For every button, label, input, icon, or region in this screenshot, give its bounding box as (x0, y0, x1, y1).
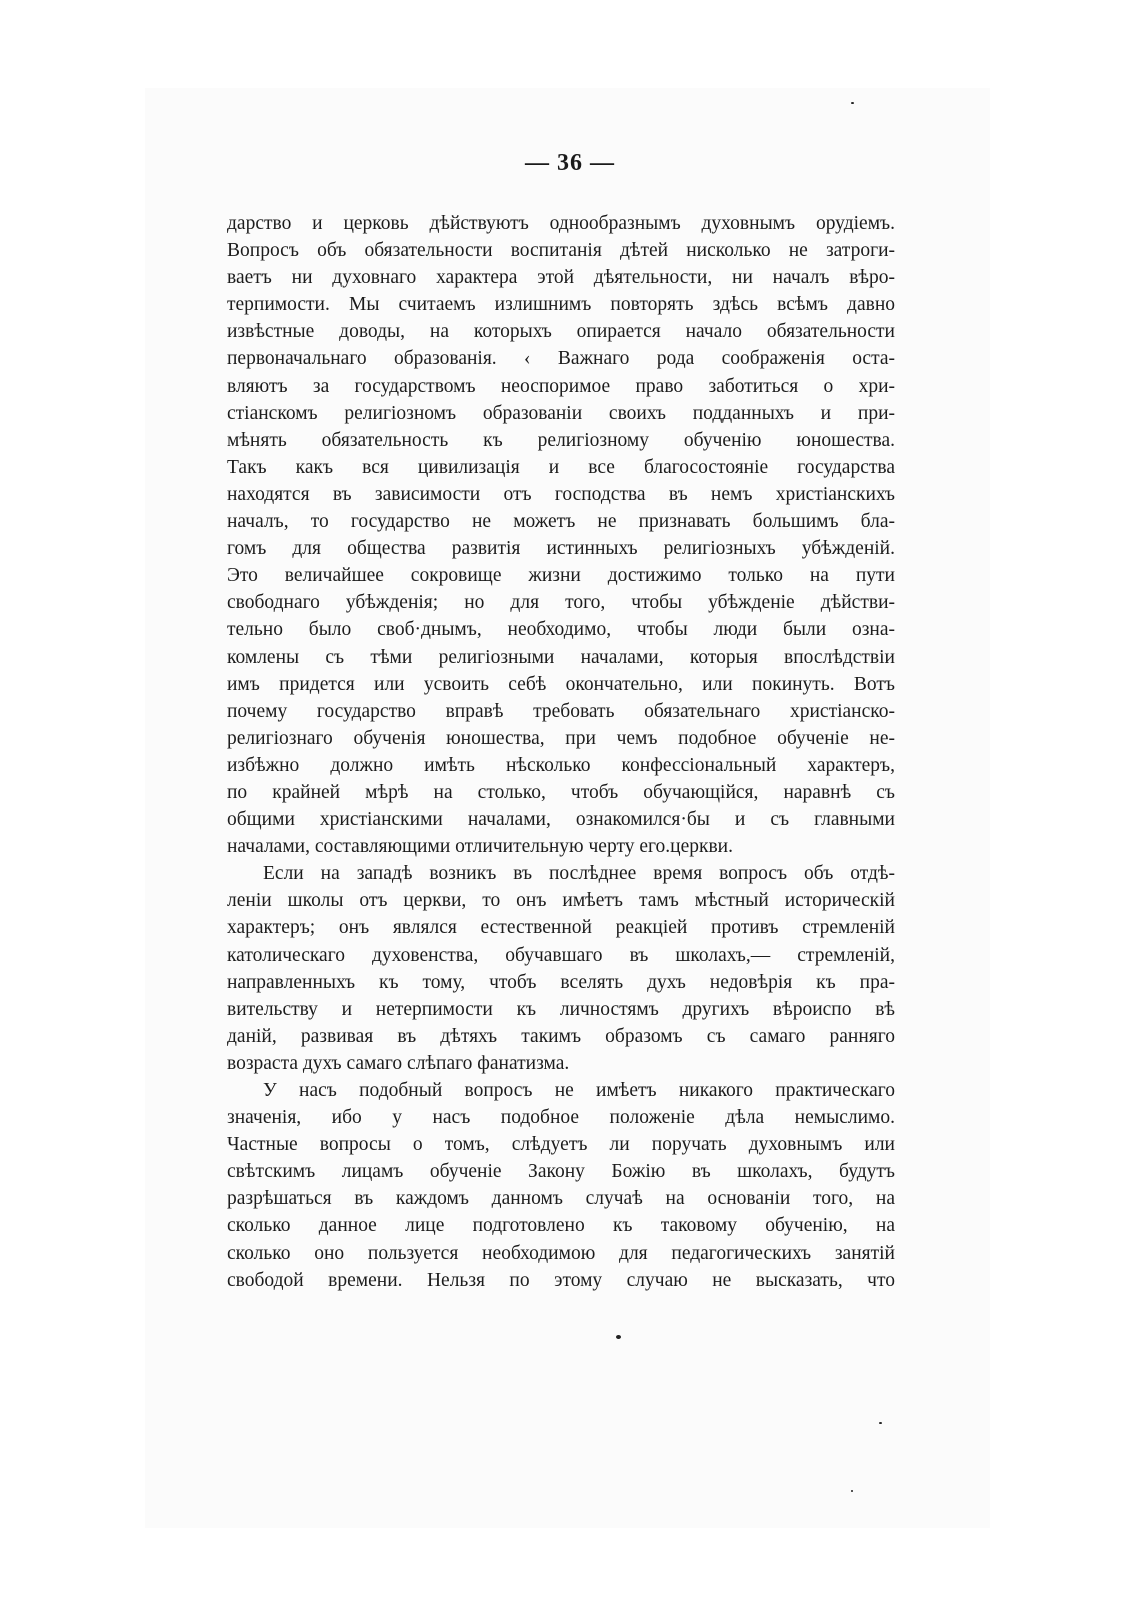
text-line: Если на западѣ возникъ въ послѣднее время вопросъ объ отдѣ- (263, 863, 895, 885)
text-line: по крайней мѣрѣ на столько, чтобъ обучающійся, наравнѣ съ (227, 781, 895, 803)
text-line: находятся въ зависимости отъ господства въ немъ христіанскихъ (227, 483, 895, 505)
text-line: дарство и церковь дѣйствуютъ однообразнымъ духовнымъ орудіемъ. (227, 213, 895, 234)
page-number: — 36 — (525, 150, 615, 176)
text-line: свѣтскимъ лицамъ обученіе Закону Божію въ школахъ, будутъ (227, 1161, 895, 1183)
text-line: возраста духъ самаго слѣпаго фанатизма. (227, 1052, 570, 1074)
text-line: свободнаго убѣжденія; но для того, чтобы убѣжденіе дѣйстви- (227, 592, 895, 614)
text-line: началами, составляющими отличительную черту его.церкви. (227, 836, 733, 858)
text-line: имъ придется или усвоить себѣ окончательно, или покинуть. Вотъ (227, 673, 895, 695)
text-line: извѣстные доводы, на которыхъ опирается начало обязательности (227, 321, 895, 343)
text-line: леніи школы отъ церкви, то онъ имѣетъ тамъ мѣстный историческій (227, 890, 895, 912)
text-line: сколько данное лице подготовлено къ таковому обученію, на (227, 1215, 895, 1237)
text-line: значенія, ибо у насъ подобное положеніе дѣла немыслимо. (227, 1107, 895, 1129)
text-line: направленныхъ къ тому, чтобъ вселять духъ недовѣрія къ пра- (227, 971, 895, 993)
text-line: Это величайшее сокровище жизни достижимо только на пути (227, 565, 895, 587)
text-line: вительству и нетерпимости къ личностямъ другихъ вѣроиспо вѣ (227, 998, 895, 1020)
body-text (227, 210, 895, 1294)
scan-speck (851, 1490, 853, 1492)
text-line: католическаго духовенства, обучавшаго въ школахъ,— стремленій, (227, 944, 895, 966)
text-line: тельно было своб·днымъ, необходимо, чтобы люди были озна- (227, 619, 895, 641)
text-line: общими христіанскими началами, ознакомился·бы и съ главными (227, 809, 895, 831)
paragraph-3 (227, 1077, 895, 1294)
text-line: вляютъ за государствомъ неоспоримое право заботиться о хри- (227, 375, 895, 397)
text-line: комлены съ тѣми религіозными началами, которыя впослѣдствіи (227, 646, 895, 668)
text-line: избѣжно должно имѣть нѣсколько конфессіональный характеръ, (227, 754, 895, 776)
text-line: разрѣшаться въ каждомъ данномъ случаѣ на основаніи того, на (227, 1188, 895, 1210)
text-line: ваетъ ни духовнаго характера этой дѣятельности, ни началъ вѣро- (227, 267, 895, 289)
paragraph-1 (227, 210, 895, 860)
text-line: сколько оно пользуется необходимою для педагогическихъ занятій (227, 1242, 895, 1264)
text-line: даній, развивая въ дѣтяхъ такимъ образомъ съ самаго ранняго (227, 1025, 895, 1047)
text-line: началъ, то государство не можетъ не признавать большимъ бла- (227, 511, 895, 533)
text-line: почему государство вправѣ требовать обязательнаго христіанско- (227, 700, 895, 722)
text-line: гомъ для общества развитія истинныхъ религіозныхъ убѣжденій. (227, 538, 895, 560)
text-line: мѣнять обязательность къ религіозному обученію юношества. (227, 429, 895, 451)
text-line: терпимости. Мы считаемъ излишнимъ повторять здѣсь всѣмъ давно (227, 294, 895, 316)
paragraph-2 (227, 860, 895, 1077)
text-line: характеръ; онъ являлся естественной реакціей противъ стремленій (227, 917, 895, 939)
text-line: религіознаго обученія юношества, при чемъ подобное обученіе не- (227, 727, 895, 749)
scan-speck (879, 1422, 882, 1424)
text-line: Вопросъ объ обязательности воспитанія дѣтей нисколько не затроги- (227, 240, 895, 262)
text-line: Частные вопросы о томъ, слѣдуетъ ли поручать духовнымъ или (227, 1134, 895, 1156)
text-line: стіанскомъ религіозномъ образованіи своихъ подданныхъ и при- (227, 402, 895, 424)
scan-speck (616, 1335, 621, 1339)
text-line: У насъ подобный вопросъ не имѣетъ никакого практическаго (263, 1080, 895, 1101)
scan-speck (851, 102, 854, 104)
text-line: свободой времени. Нельзя по этому случаю не высказать, что (227, 1269, 895, 1291)
text-line: Такъ какъ вся цивилизація и все благосостояніе государства (227, 456, 895, 478)
text-line: первоначальнаго образованія. ‹ Важнаго рода соображенія оста- (227, 348, 895, 370)
